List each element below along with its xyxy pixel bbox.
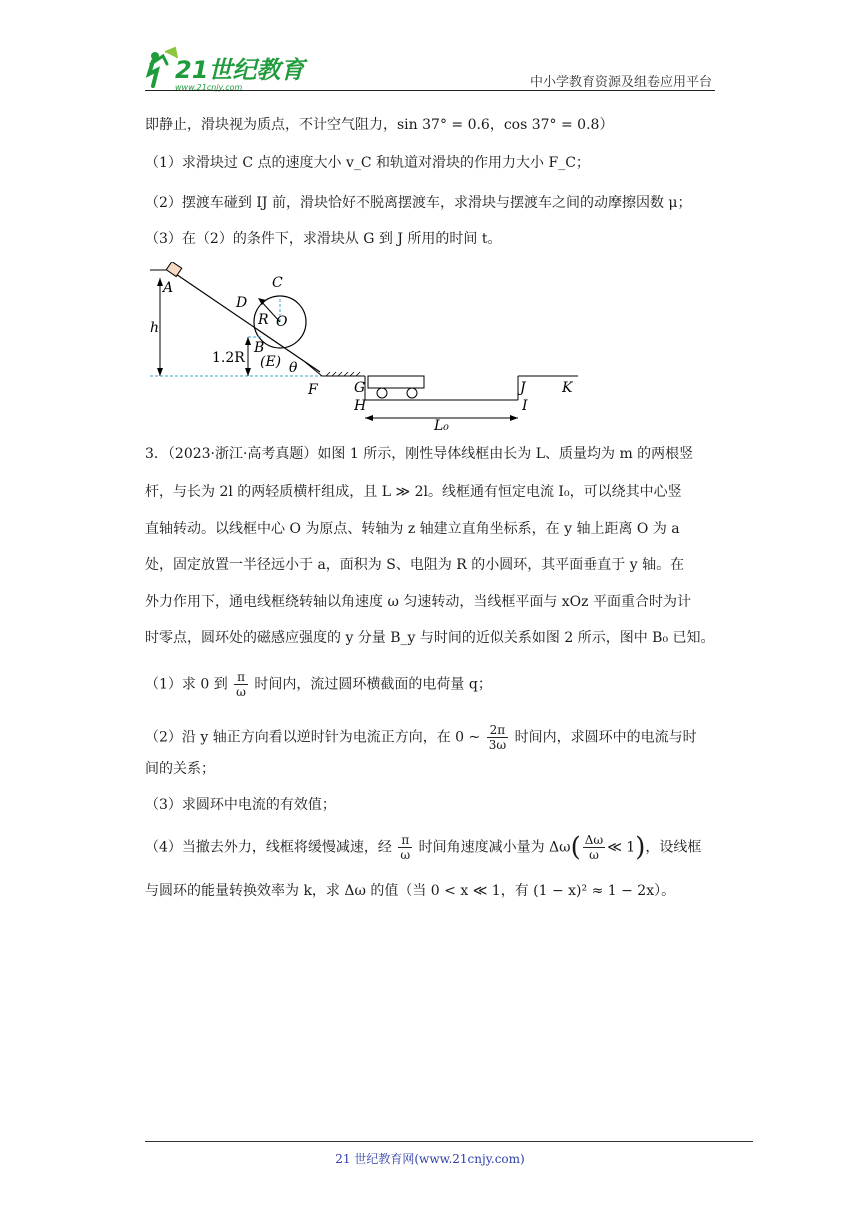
label-K: K	[562, 380, 573, 396]
site-logo	[145, 46, 310, 92]
label-D: D	[236, 295, 248, 311]
label-C: C	[272, 275, 283, 291]
label-O: O	[276, 314, 288, 330]
label-1-2R: 1.2R	[212, 350, 245, 366]
problem-3-line-1: 3．（2023·浙江·高考真题）如图 1 所示，刚性导体线框由长为 L、质量均为 m 的两根竖	[145, 446, 694, 462]
label-H: H	[354, 398, 367, 414]
question-part-2: （2）摆渡车碰到 IJ 前，滑块恰好不脱离摆渡车，求滑块与摆渡车之间的动摩擦因数 μ；	[145, 195, 692, 211]
fraction-2pi-3omega: $\frac{2\pi}{3\omega}$	[488, 723, 507, 752]
label-I: I	[522, 398, 528, 414]
subquestion-4-cont: 与圆环的能量转换效率为 k，求 Δω 的值（当 0 < x ≪ 1，有 (1 − x)² ≈ 1 − 2x）。	[145, 883, 676, 899]
problem-3-line-4: 处，固定放置一半径远小于 a，面积为 S、电阻为 R 的小圆环，其平面垂直于 y 轴。在	[145, 557, 685, 573]
label-theta: θ	[289, 360, 298, 376]
header-divider	[145, 90, 715, 91]
subquestion-2: （2）沿 y 轴正方向看以逆时针为电流正方向，在 0 ~ $\frac{2\pi}{3\omega}$ 时间内，求圆环中的电流与时	[145, 723, 697, 752]
subquestion-2-cont: 间的关系；	[145, 761, 215, 777]
page-header	[145, 40, 715, 92]
label-B: B	[254, 340, 265, 356]
problem-3-line-2: 杆，与长为 2l 的两轻质横杆组成，且 L ≫ 2l。线框通有恒定电流 I₀，可以绕其中心竖	[145, 484, 682, 500]
text-line-1: 即静止，滑块视为质点，不计空气阻力，sin 37° = 0.6，cos 37° = 0.8）	[145, 117, 614, 133]
label-E: (E)	[260, 354, 282, 370]
label-F: F	[308, 382, 318, 398]
problem-3-line-3: 直轴转动。以线框中心 O 为原点、转轴为 z 轴建立直角坐标系，在 y 轴上距离 O 为 a	[145, 521, 680, 537]
footer-link[interactable]: 21 世纪教育网(www.21cnjy.com)	[335, 1152, 525, 1166]
subquestion-4: （4）当撤去外力，线框将缓慢减速，经 $\frac{\pi}{\omega}$ 时间角速度减小量为 Δω( $\frac{\Delta\omega}{\omega}$ ≪ 1)，设线框	[145, 832, 702, 863]
subquestion-3: （3）求圆环中电流的有效值；	[145, 797, 336, 813]
problem-3-line-6: 时零点，圆环处的磁感应强度的 y 分量 B_y 与时间的近似关系如图 2 所示，图中 B₀ 已知。	[145, 630, 715, 646]
fraction-dw-omega: $\frac{\Delta\omega}{\omega}$	[584, 833, 604, 862]
question-part-3: （3）在（2）的条件下，求滑块从 G 到 J 所用的时间 t。	[145, 231, 502, 247]
question-part-1: （1）求滑块过 C 点的速度大小 v_C 和轨道对滑块的作用力大小 F_C；	[145, 155, 590, 171]
footer-divider	[145, 1141, 753, 1142]
label-J: J	[520, 380, 526, 396]
label-L0: L₀	[434, 418, 449, 432]
subquestion-1: （1）求 0 到 $\frac{\pi}{\omega}$ 时间内，流过圆环横截面的电荷量 q；	[145, 670, 492, 699]
track-diagram	[150, 262, 590, 432]
fraction-pi-omega-2: $\frac{\pi}{\omega}$	[400, 833, 411, 862]
label-R: R	[258, 312, 269, 328]
problem-3-line-5: 外力作用下，通电线框绕转轴以角速度 ω 匀速转动，当线框平面与 xOz 平面重合时为计	[145, 594, 691, 610]
label-h: h	[150, 320, 160, 336]
svg-text:21世纪教育: 21世纪教育	[175, 56, 305, 84]
label-A: A	[163, 280, 174, 296]
label-G: G	[354, 380, 366, 396]
platform-title: 中小学教育资源及组卷应用平台	[529, 75, 712, 90]
fraction-pi-omega: $\frac{\pi}{\omega}$	[236, 670, 246, 699]
svg-text:www.21cnjy.com: www.21cnjy.com	[175, 83, 243, 92]
